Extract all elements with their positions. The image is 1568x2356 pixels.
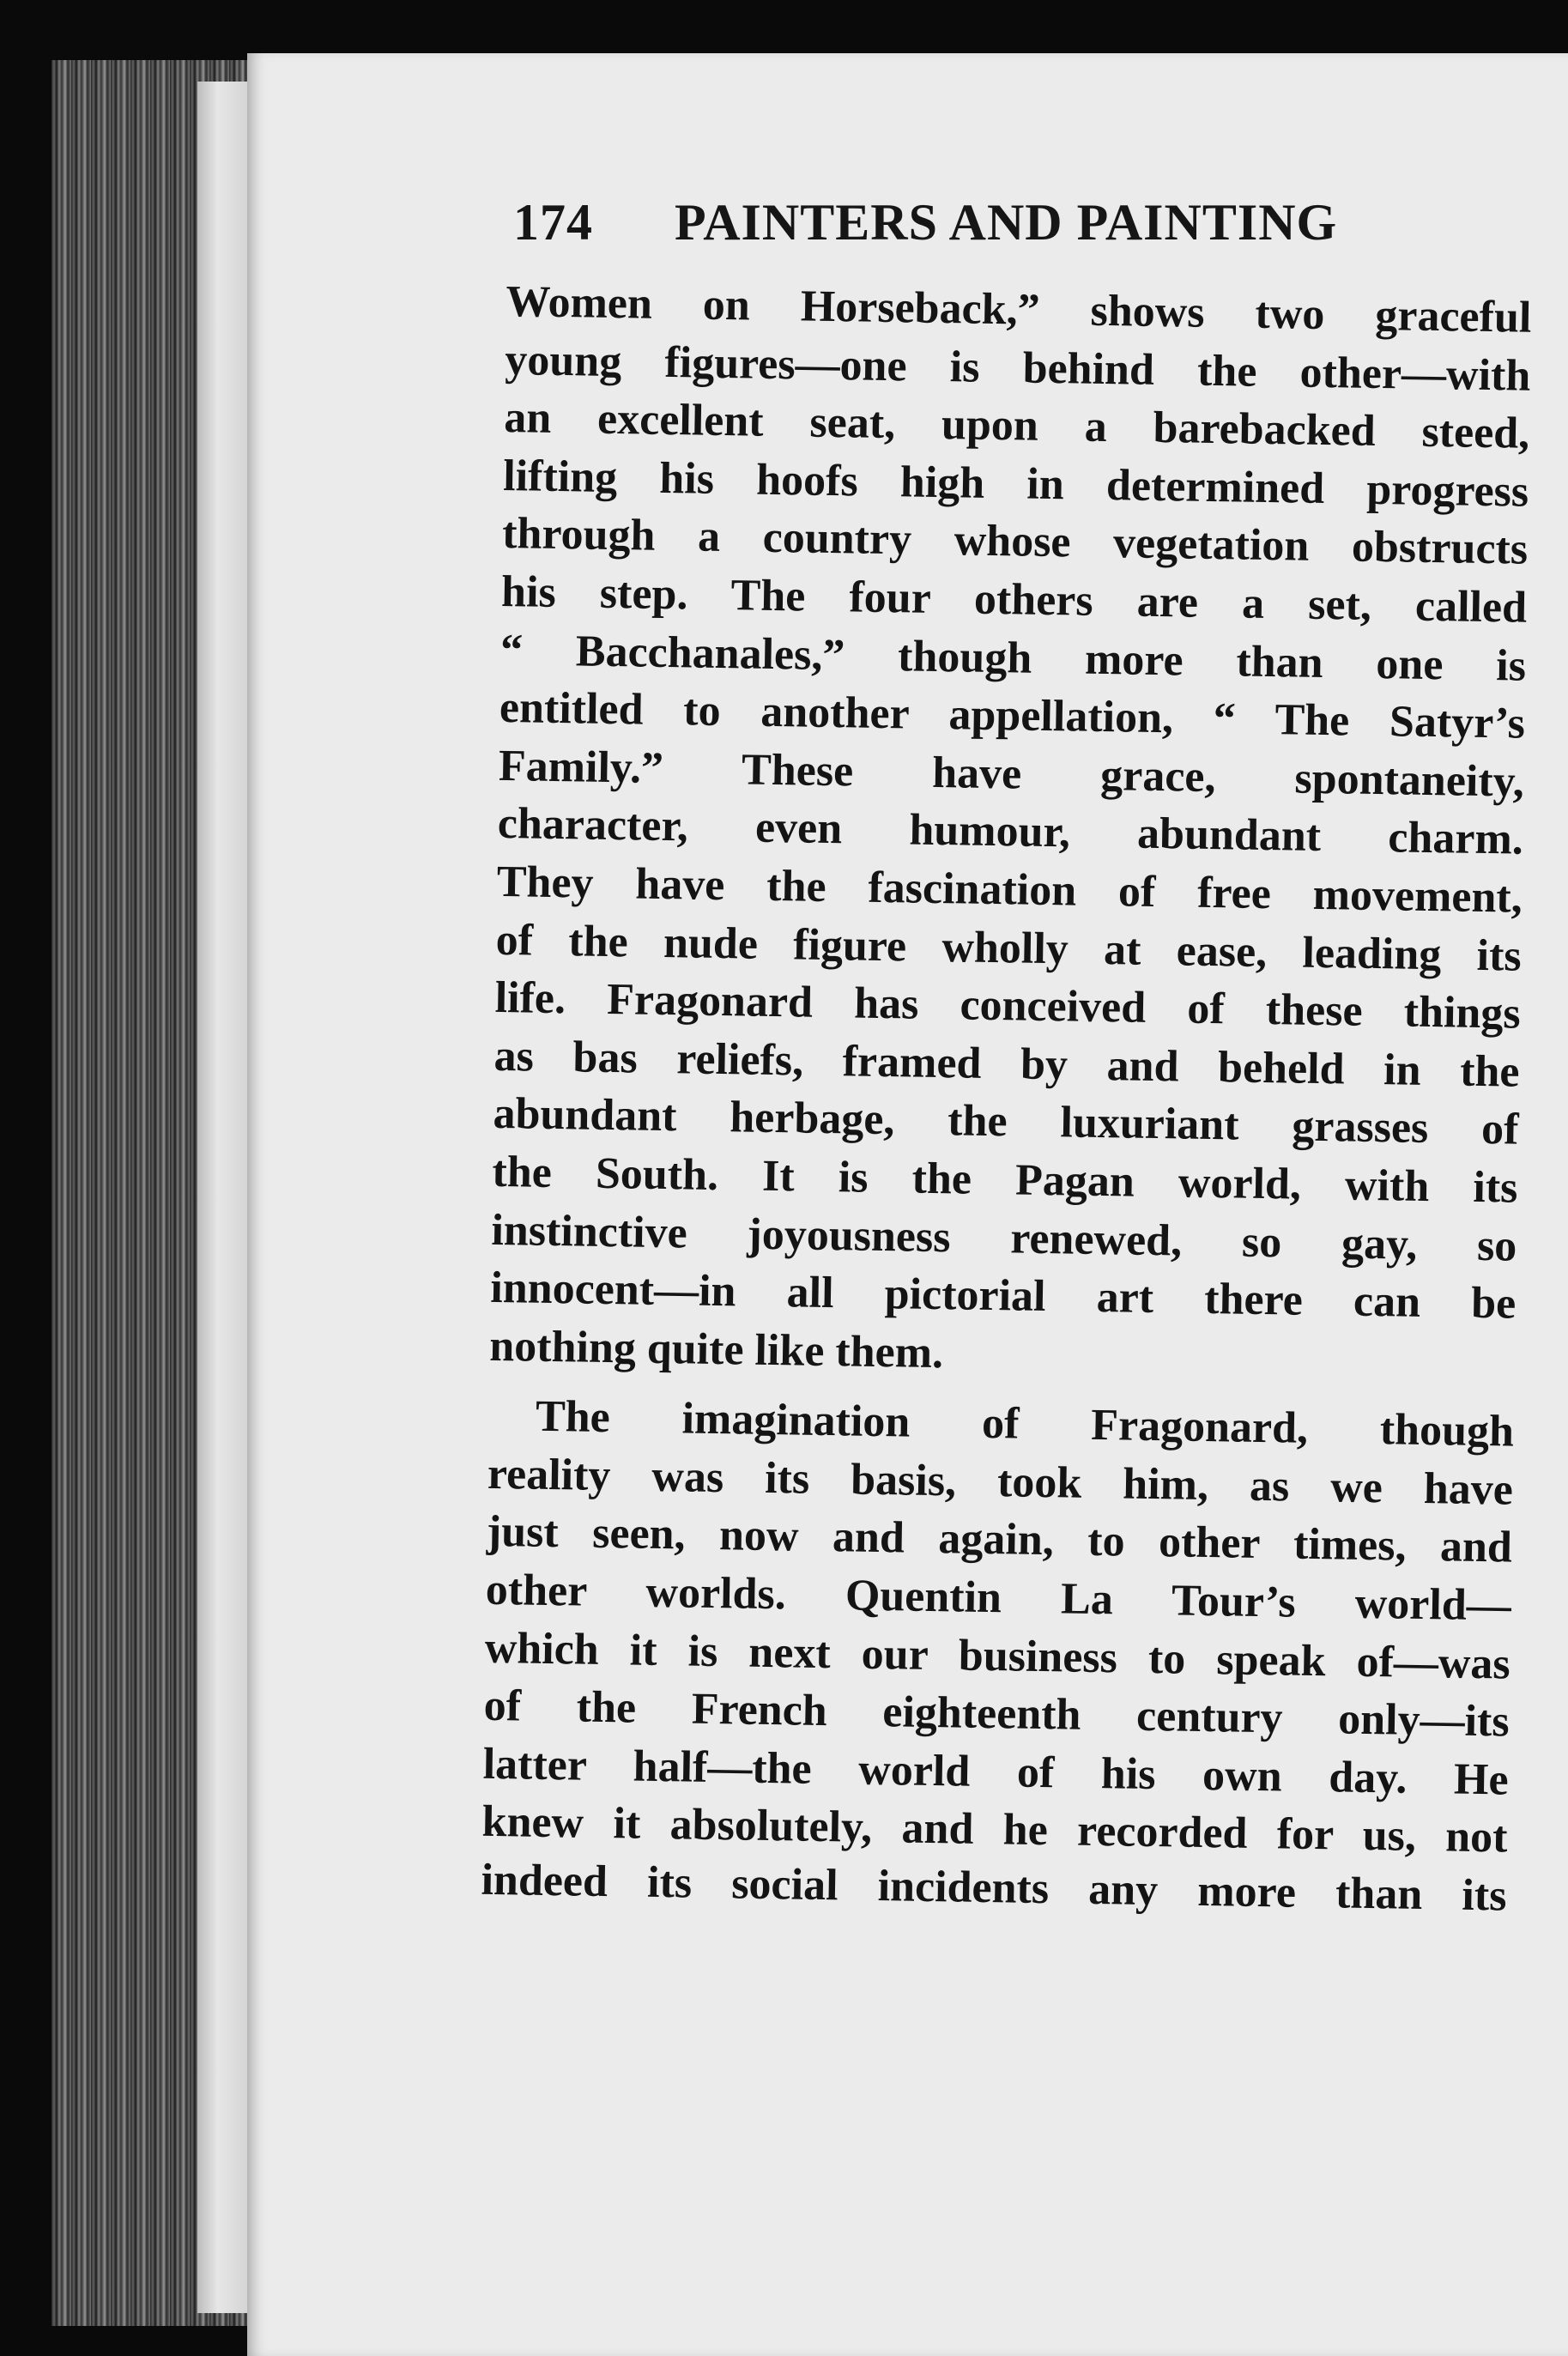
text-line: instinctive joyousness renewed, so gay, so bbox=[491, 1205, 1517, 1271]
text-line: Women on Horseback,” shows two graceful bbox=[506, 276, 1532, 342]
text-line: latter half—the world of his own day. He bbox=[482, 1739, 1510, 1805]
text-line: The imagination of Fragonard, though bbox=[535, 1391, 1515, 1457]
text-line: of the French eighteenth century only—its bbox=[483, 1681, 1510, 1747]
text-line: “ Bacchanales,” though more than one is bbox=[499, 625, 1527, 691]
text-line: young figures—one is behind the other—with bbox=[504, 335, 1531, 401]
paragraph-1 bbox=[489, 273, 1532, 1391]
text-line: through a country whose vegetation obstructs bbox=[501, 509, 1529, 575]
text-line: the South. It is the Pagan world, with its bbox=[492, 1147, 1518, 1213]
running-header bbox=[513, 193, 1423, 252]
text-line: innocent—in all pictorial art there can be bbox=[489, 1263, 1517, 1329]
text-line: knew it absolutely, and he recorded for us, not bbox=[481, 1797, 1508, 1862]
text-line: an excellent seat, upon a barebacked steed, bbox=[503, 393, 1530, 458]
text-line: indeed its social incidents any more than its bbox=[481, 1855, 1507, 1921]
text-line: other worlds. Quentin La Tour’s world— bbox=[485, 1565, 1512, 1631]
book-gutter bbox=[197, 82, 249, 2313]
text-line: just seen, now and again, to other times, and bbox=[486, 1507, 1513, 1573]
text-line: which it is next our business to speak of—was bbox=[484, 1623, 1511, 1689]
paragraph-2 bbox=[481, 1387, 1514, 1925]
text-line: They have the fascination of free movement, bbox=[496, 857, 1523, 923]
text-line: character, even humour, abundant charm. bbox=[497, 799, 1524, 865]
text-line: of the nude figure wholly at ease, leading its bbox=[495, 915, 1523, 981]
text-line: as bas reliefs, framed by and beheld in the bbox=[493, 1031, 1520, 1097]
text-line: nothing quite like them. bbox=[488, 1321, 944, 1378]
page-number: 174 bbox=[513, 194, 593, 251]
running-title: PAINTERS AND PAINTING bbox=[675, 194, 1338, 251]
text-line: Family.” These have grace, spontaneity, bbox=[498, 741, 1525, 807]
text-line: entitled to another appellation, “ The Satyr’s bbox=[499, 683, 1526, 748]
text-line: reality was its basis, took him, as we have bbox=[487, 1449, 1514, 1515]
text-line: abundant herbage, the luxuriant grasses of bbox=[493, 1089, 1519, 1154]
text-line: his step. The four others are a set, called bbox=[500, 566, 1528, 633]
page-body-text bbox=[481, 273, 1532, 1925]
text-line: life. Fragonard has conceived of these things bbox=[494, 973, 1522, 1039]
text-line: lifting his hoofs high in determined progress bbox=[502, 451, 1529, 517]
